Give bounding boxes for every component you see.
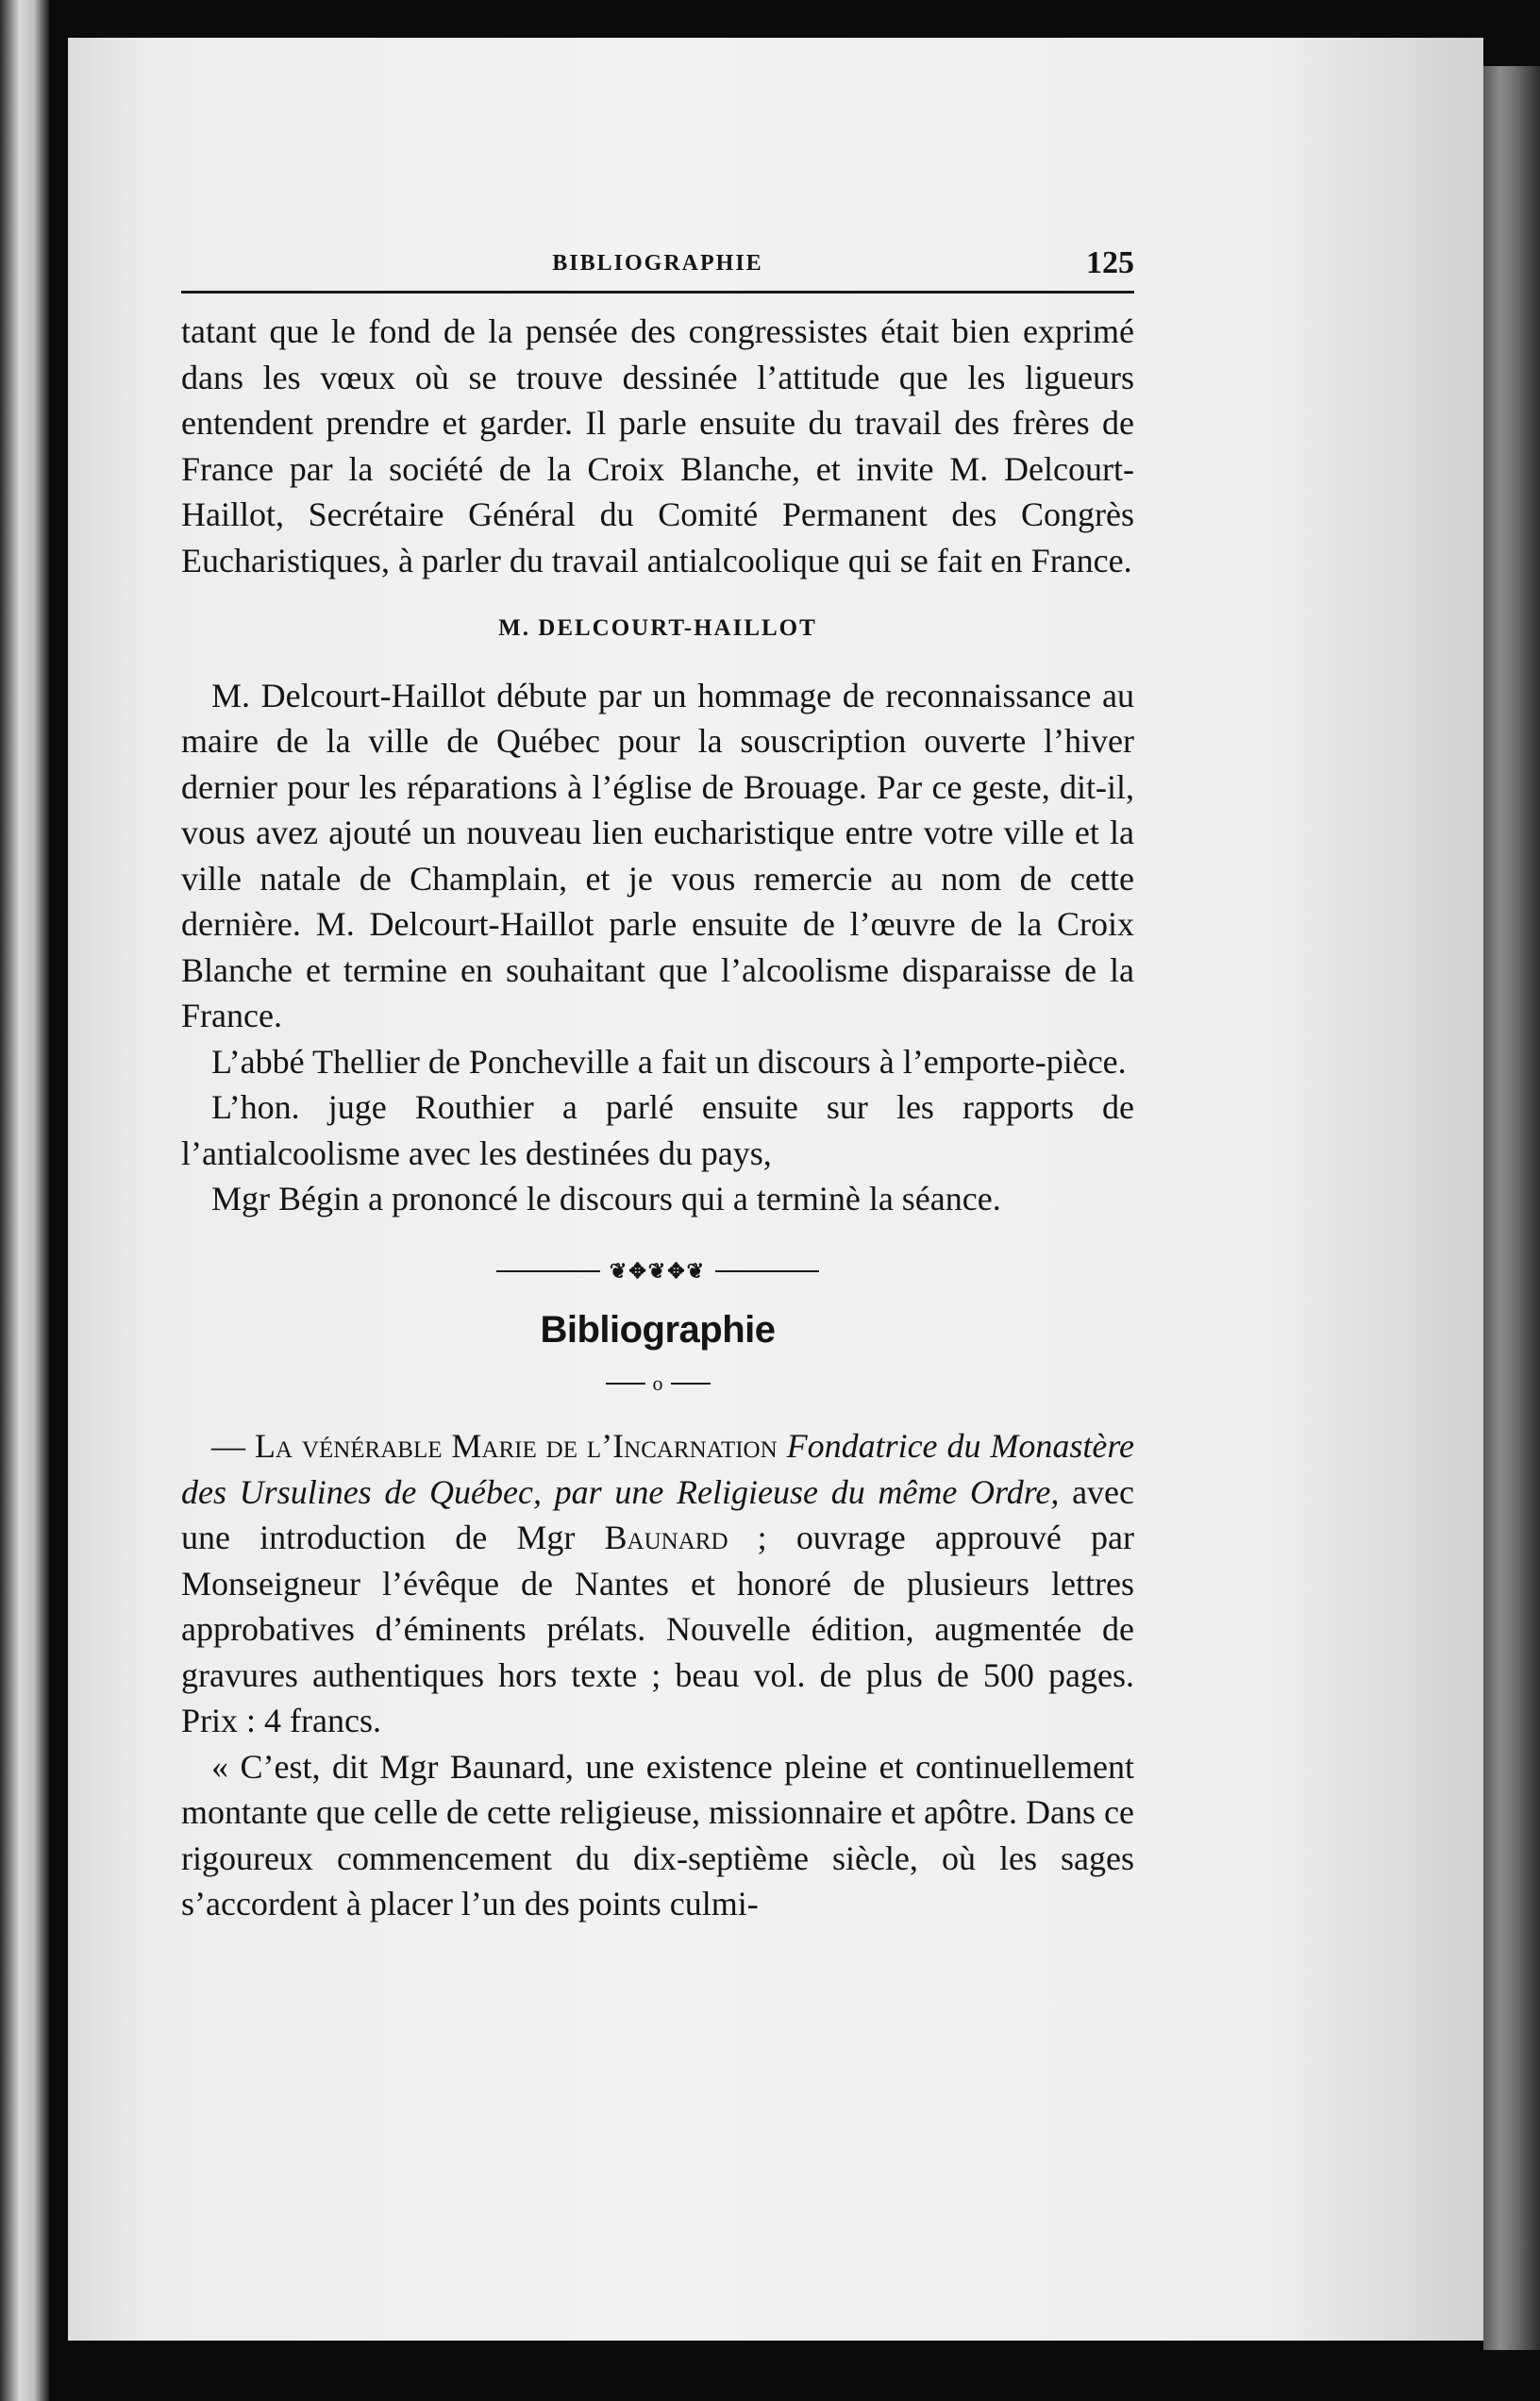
divider-rule bbox=[606, 1383, 645, 1385]
entry-text: ; ouvrage approuvé par Monseigneur l’évêque de Nantes et honoré de plusieurs lettres approbatives d’éminents prélats. Nouvelle édition, augmentée de gravures authentiques hors texte ; beau vol. de plus de 500 pages. Prix : 4 francs. bbox=[181, 1519, 1134, 1739]
entry-dash: — bbox=[211, 1427, 255, 1465]
divider-rule bbox=[496, 1270, 600, 1272]
paragraph: Mgr Bégin a prononcé le discours qui a terminè la séance. bbox=[211, 1180, 1001, 1217]
bibliography-heading: Bibliographie bbox=[540, 1309, 776, 1351]
entry-title-italic: Fondatrice du Monastère des Ursulines de Québec, par une Religieuse du même Ordre, bbox=[181, 1427, 1135, 1511]
paragraph: L’abbé Thellier de Poncheville a fait un discours à l’emporte-pièce. bbox=[211, 1042, 1127, 1081]
section-heading: M. DELCOURT-HAILLOT bbox=[498, 615, 817, 641]
entry-title-caps: La vénérable Marie de l’Incarnation bbox=[254, 1427, 778, 1465]
running-title: BIBLIOGRAPHIE bbox=[552, 251, 763, 276]
body-text bbox=[181, 309, 1134, 1927]
entry-text: avec une introduction de Mgr bbox=[181, 1472, 1135, 1556]
entry-name-caps: Baunard bbox=[604, 1519, 728, 1556]
divider-mark: o bbox=[652, 1370, 663, 1395]
paragraph: L’hon. juge Routhier a parlé ensuite sur les rapports de l’antialcoolisme avec les destinées du pays, bbox=[181, 1088, 1134, 1172]
small-divider bbox=[181, 1361, 1134, 1407]
running-head bbox=[181, 243, 1134, 294]
divider-rule bbox=[671, 1383, 711, 1385]
right-page-edge bbox=[1483, 66, 1540, 2350]
left-page-edge bbox=[0, 0, 49, 2401]
bibliography-quote: « C’est, dit Mgr Baunard, une existence pleine et continuellement montante que celle de cette religieuse, missionnaire et apôtre. Dans ce rigoureux commencement du dix-septième siècle, où les sages s’accordent à placer l’un des points culmi- bbox=[181, 1747, 1134, 1922]
divider-rule bbox=[715, 1270, 819, 1272]
fleuron-ornament: ❦✥❦✥❦ bbox=[609, 1258, 707, 1283]
paragraph: M. Delcourt-Haillot débute par un hommage de reconnaissance au maire de la ville de Québec pour la souscription ouverte l’hiver dernier pour les réparations à l’église de Brouage. Par ce geste, dit-il, vous avez ajouté un nouveau lien eucharistique entre votre ville et la ville natale de Champlain, et je vous remercie au nom de cette dernière. M. Delcourt-Haillot parle ensuite de l’œuvre de la Croix Blanche et termine en souhaitant que l’alcoolisme disparaisse de la France. bbox=[181, 676, 1134, 1034]
page-content bbox=[181, 243, 1134, 1927]
page-number: 125 bbox=[1086, 245, 1134, 280]
bibliography-entry bbox=[181, 1423, 1134, 1744]
ornamental-divider bbox=[181, 1249, 1134, 1295]
paragraph-continuation: tatant que le fond de la pensée des congressistes était bien exprimé dans les vœux où se trouve dessinée l’attitude que les ligueurs entendent prendre et garder. Il parle ensuite du travail des frères de France par la société de la Croix Blanche, et invite M. Delcourt-Haillot, Secrétaire Général du Comité Permanent des Congrès Eucharistiques, à parler du travail antialcoolique qui se fait en France. bbox=[181, 312, 1134, 579]
